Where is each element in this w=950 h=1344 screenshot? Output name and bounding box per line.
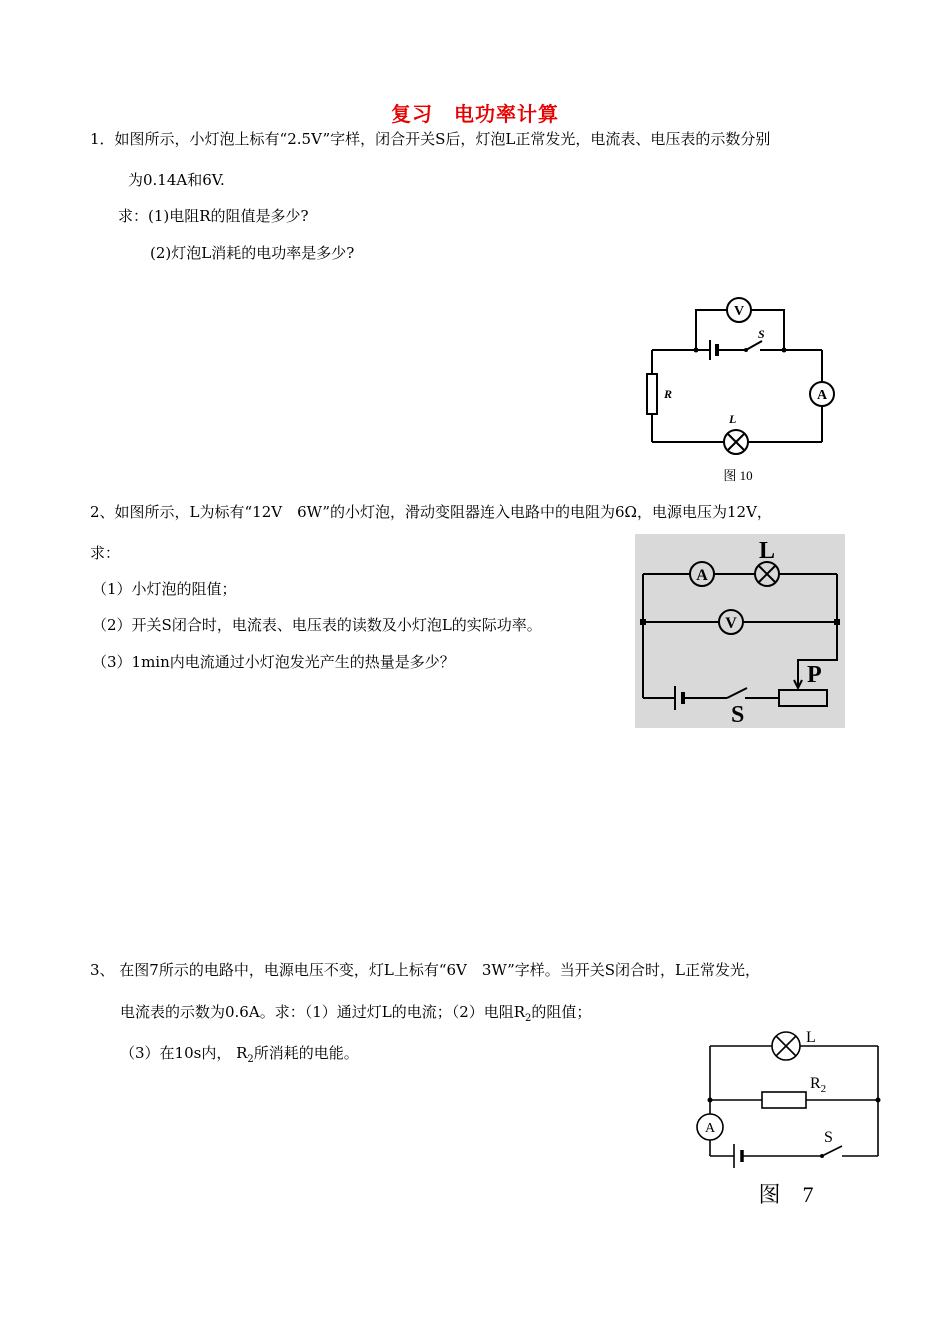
q3-line2 [120,1001,591,1024]
q2-circuit-diagram [635,534,845,728]
q2-line1: 2、如图所示，L为标有“12V 6W”的小灯泡，滑动变阻器连入电路中的电阻为6Ω，电源电压为12V， [90,503,772,521]
q3-figure-caption: 图 7 [758,1182,814,1207]
q3-line3-subscript: 2 [247,1054,254,1065]
q3-resistor-letter: R [810,1075,821,1092]
q1-switch-label: S [758,327,765,341]
q3-line2-subscript: 2 [525,1013,532,1024]
q1-voltmeter-label: V [733,304,745,319]
q3-line3-text: （3）在10s内， R [120,1044,248,1062]
q2-switch-label: S [731,702,745,728]
q1-resistor-label: R [664,387,673,401]
q3-ammeter-label: A [704,1121,716,1136]
q3-resistor-label [810,1075,826,1095]
q3-resistor-subscript: 2 [820,1083,827,1095]
q2-slider-label: P [807,662,822,688]
q1-line3: 求：(1)电阻R的阻值是多少? [118,207,309,225]
q2-voltmeter-label: V [725,615,737,632]
q1-circuit-diagram [638,290,838,490]
q1-lamp-label: L [729,412,737,426]
q3-lamp-label: L [806,1029,816,1046]
q2-line3: （1）小灯泡的阻值； [92,580,237,598]
q3-line1: 3、 在图7所示的电路中，电源电压不变，灯L上标有“6V 3W”字样。当开关S闭合时，L正常发光， [90,961,761,979]
page-title: 复习 电功率计算 [391,102,559,126]
q2-line2: 求： [90,544,121,562]
q1-line4: (2)灯泡L消耗的电功率是多少? [150,244,355,262]
q2-line5: （3）1min内电流通过小灯泡发光产生的热量是多少？ [92,653,455,671]
q1-figure-caption: 图 10 [723,468,753,483]
q1-ammeter-label: A [816,388,828,403]
q2-lamp-label: L [759,538,776,564]
q3-line2-text-end: 的阻值； [531,1003,592,1021]
q2-line4: （2）开关S闭合时，电流表、电压表的读数及小灯泡L的实际功率。 [92,616,542,634]
q3-line3-text-end: 所消耗的电能。 [253,1044,359,1062]
q2-ammeter-label: A [696,567,708,584]
q1-line2: 为0.14A和6V. [128,171,225,189]
q1-line1: 1．如图所示，小灯泡上标有“2.5V”字样，闭合开关S后，灯泡L正常发光，电流表、电压表的示数分别 [90,130,771,148]
q3-circuit-diagram [690,1024,890,1210]
q3-line3 [120,1042,359,1065]
q3-line2-text: 电流表的示数为0.6A。求：（1）通过灯L的电流；（2）电阻R [120,1003,526,1021]
q3-switch-label: S [824,1129,833,1146]
